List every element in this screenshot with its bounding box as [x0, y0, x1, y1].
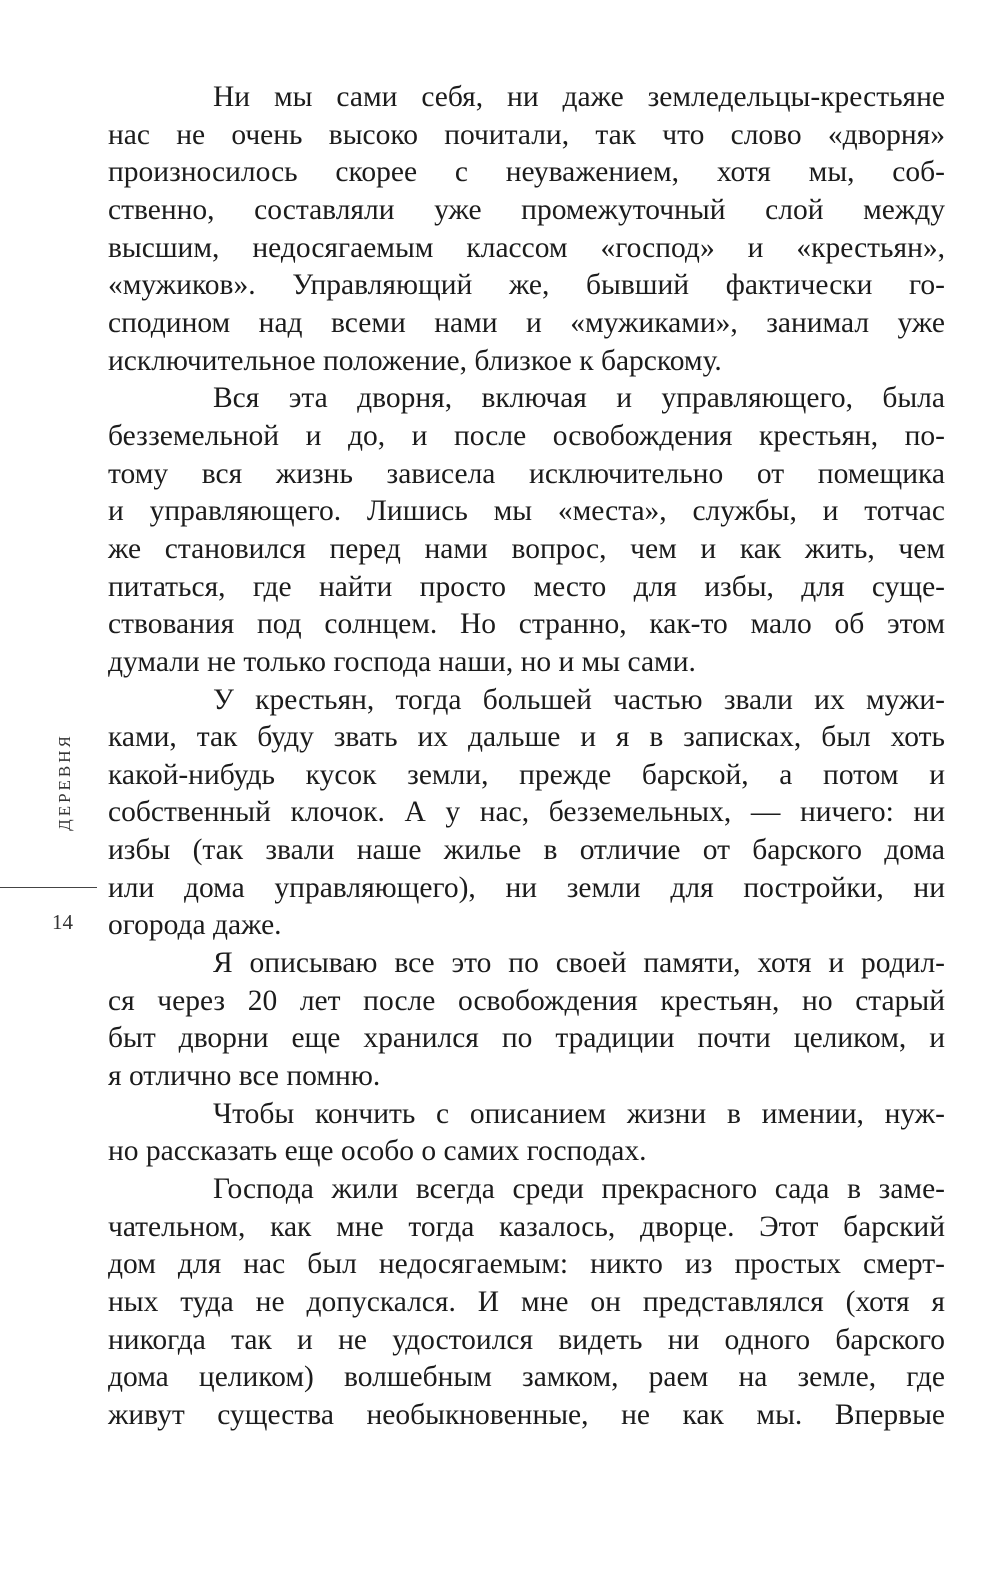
text-line: «мужиков». Управляющий же, бывший фактически го- [108, 269, 945, 302]
text-line: Вся эта дворня, включая и управляющего, была [213, 382, 945, 415]
paragraph [108, 682, 945, 946]
text-line: ственно, составляли уже промежуточный слой между [108, 193, 945, 226]
paragraph [108, 945, 945, 1096]
text-line: ных туда не допускался. И мне он представлялся (хотя я [108, 1286, 945, 1318]
text-line: думали не только господа наши, но и мы сами. [108, 645, 696, 678]
text-line: чательном, как мне тогда казалось, дворце. Этот барский [108, 1210, 945, 1243]
text-line: исключительное положение, близкое к барскому. [108, 344, 722, 377]
text-line: и управляющего. Лишись мы «места», службы, и тотчас [108, 495, 945, 528]
text-line: Чтобы кончить с описанием жизни в имении, нуж- [213, 1097, 945, 1130]
text-line: Ни мы сами себя, ни даже земледельцы-крестьяне [213, 81, 945, 113]
text-line: безземельной и до, и после освобождения крестьян, по- [108, 419, 945, 452]
text-line: ками, так буду звать их дальше и я в записках, был хоть [108, 721, 945, 754]
text-line: я отлично все помню. [108, 1060, 381, 1093]
text-line: собственный клочок. А у нас, безземельных, — ничего: ни [108, 796, 945, 829]
paragraph [108, 79, 945, 380]
paragraph [108, 1096, 945, 1171]
text-line: же становился перед нами вопрос, чем и как жить, чем [108, 532, 945, 565]
text-line: тому вся жизнь зависела исключительно от помещика [108, 457, 945, 490]
page-number: 14 [52, 910, 73, 934]
text-line: огорода даже. [108, 909, 282, 942]
text-line: никогда так и не удостоился видеть ни одного барского [108, 1323, 945, 1356]
paragraph [108, 1171, 945, 1435]
text-line: быт дворни еще хранился по традиции почти целиком, и [108, 1022, 945, 1055]
text-line: нас не очень высоко почитали, так что слово «дворня» [108, 118, 945, 151]
text-line: произносилось скорее с неуважением, хотя мы, соб- [108, 156, 945, 189]
paragraph [108, 380, 945, 681]
text-line: или дома управляющего), ни земли для постройки, ни [108, 871, 945, 904]
text-line: дом для нас был недосягаемым: никто из простых смерт- [108, 1248, 945, 1281]
text-line: ся через 20 лет после освобождения крестьян, но старый [108, 984, 945, 1017]
text-line: избы (так звали наше жилье в отличие от барского дома [108, 834, 945, 867]
text-line: питаться, где найти просто место для избы, для суще- [108, 570, 945, 603]
text-line: Я описываю все это по своей памяти, хотя и родил- [213, 947, 945, 980]
body-text [108, 79, 945, 1435]
text-line: живут существа необыкновенные, не как мы. Впервые [108, 1398, 945, 1431]
text-line: Господа жили всегда среди прекрасного сада в заме- [213, 1173, 945, 1206]
text-line: какой-нибудь кусок земли, прежде барской, а потом и [108, 758, 945, 791]
text-line: ствования под солнцем. Но странно, как-то мало об этом [108, 608, 945, 641]
text-line: сподином над всеми нами и «мужиками», занимал уже [108, 306, 945, 339]
running-head: ДЕРЕВНЯ [55, 733, 74, 831]
margin-rule [0, 887, 97, 888]
text-line: У крестьян, тогда большей частью звали их мужи- [213, 683, 945, 716]
text-line: дома целиком) волшебным замком, раем на земле, где [108, 1361, 945, 1394]
text-line: высшим, недосягаемым классом «господ» и «крестьян», [108, 231, 945, 264]
text-line: но рассказать еще особо о самих господах. [108, 1135, 647, 1168]
